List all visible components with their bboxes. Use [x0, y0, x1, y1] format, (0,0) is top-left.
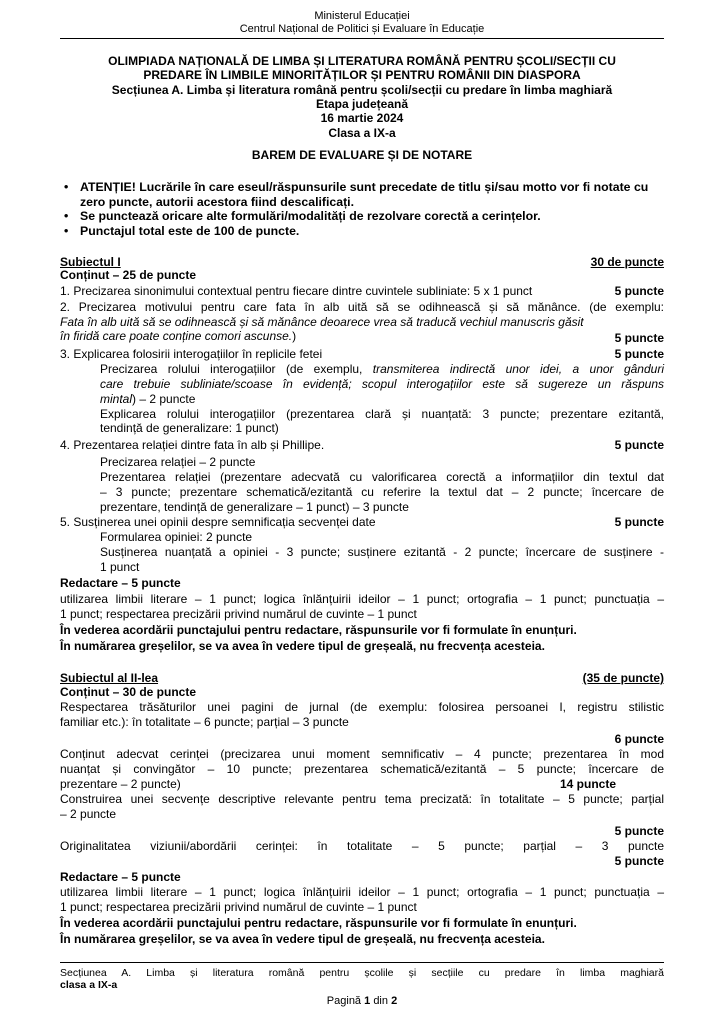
criterion-2-line2: nuanțat și convingător – 10 puncte; prezentarea schematică/ezitantă – 5 puncte; încercare de — [60, 762, 664, 776]
exam-date: 16 martie 2024 — [320, 111, 404, 125]
subject-1-content-heading: Conținut – 25 de puncte — [60, 268, 197, 282]
center-name: Centrul Național de Politici și Evaluare în Educație — [239, 23, 485, 35]
criterion-3-line2: – 2 puncte — [60, 807, 117, 821]
page-number: Pagină 1 din 2 — [326, 995, 398, 1007]
item-5: 5. Susținerea unei opinii despre semnificația secvenței date 5 puncte — [60, 515, 664, 529]
note-attention: • ATENȚIE! Lucrările în care eseul/răspunsurile sunt precedate de titlu și/sau motto vor fi notate cu zero puncte, autorii acestora fiind descalificați. — [64, 180, 649, 209]
olympiad-title-line1: OLIMPIADA NAȚIONALĂ DE LIMBA ȘI LITERATURA ROMÂNĂ PENTRU ȘCOLI/SECȚII CU — [108, 54, 616, 68]
subject-2-redactare-note1: În vederea acordării punctajului pentru redactare, răspunsurile vor fi formulate în enunțuri. — [60, 916, 577, 930]
item-3: 3. Explicarea folosirii interogațiilor în replicile fetei 5 puncte — [60, 347, 664, 361]
item-4-b-line2: – 3 puncte; prezentare schematică/ezitantă cu referire la textul dat – 2 puncte; încercare de — [100, 485, 664, 499]
criterion-1-line2: familiar etc.): în totalitate – 6 puncte; parțial – 3 puncte — [60, 715, 349, 729]
grade-title: Clasa a IX-a — [328, 126, 396, 140]
item-3-a-line1: Precizarea rolului interogațiilor (de exemplu, transmiterea indirectă unor idei, a unor gânduri — [100, 362, 664, 376]
subject-1-heading: Subiectul I 30 de puncte — [60, 255, 664, 269]
criterion-2-line1: Conținut adecvat cerinței (precizarea unui moment semnificativ – 4 puncte; prezentarea în mod — [60, 747, 664, 761]
subject-2-redactare-line2: 1 punct; respectarea precizării privind numărul de cuvinte – 1 punct — [60, 900, 417, 914]
item-5-b-line2: 1 punct — [100, 560, 140, 574]
note-total: • Punctajul total este de 100 de puncte. — [64, 224, 300, 238]
item-2-line1: 2. Precizarea motivului pentru care fata în alb uită să se odihnească și să mănânce. (de exemplu: — [60, 300, 664, 314]
ministry-name: Ministerul Educației — [314, 10, 410, 22]
item-4-b-line1: Prezentarea relației (prezentare adecvată cu valorificarea corectă a informațiilor din textul dat — [100, 470, 664, 484]
subject-1-redactare-line1: utilizarea limbii literare – 1 punct; logica înlănțuirii ideilor – 1 punct; ortografia – 1 punct; punctuația – — [60, 592, 664, 606]
criterion-3-line1: Construirea unei secvențe descriptive relevante pentru tema precizată: în totalitate – 5 puncte; parțial — [60, 792, 664, 806]
header-rule — [60, 38, 664, 39]
footer-rule — [60, 962, 664, 963]
subject-2-heading: Subiectul al II-lea (35 de puncte) — [60, 671, 664, 685]
item-4: 4. Prezentarea relației dintre fata în alb și Phillipe. 5 puncte — [60, 438, 664, 452]
item-3-a-line2: care trebuie subliniate/scoase în evidență; scopul interogațiilor este să sugereze un răspuns — [100, 377, 664, 391]
criterion-4: Originalitatea viziunii/abordării cerinței: în totalitate – 5 puncte; parțial – 3 puncte — [60, 839, 664, 853]
document-page: Ministerul Educației Centrul Național de Politici și Evaluare în Educație OLIMPIADA NAȚIONALĂ DE LIMBA ȘI LITERATURA ROMÂNĂ PENTRU ȘCOLI/SECȚII CU PREDARE ÎN LIMBILE MINORITĂȚILOR ȘI PENTRU ROMÂNII DIN DIASPORA Secțiunea A. Limba și literatura română pentru școli/secții cu predare în limba maghiară Etapa județeană 16 martie 2024 Clasa a IX-a BAREM DE EVALUARE ȘI DE NOTARE • ATENȚIE! Lucrările în care eseul/răspunsurile sunt precedate de titlu și/sau motto vor fi notate cu zero puncte, autorii acestora fiind descalificați. • Se punctează oricare alte formulări/modalități de rezolvare corectă a cerințelor. • Punctajul total este de 100 de puncte. Subiectul I 30 de puncte Conținut – 25 de puncte 1. Precizarea sinonimului contextual pentru fiecare dintre cuvintele subliniate: 5 x 1 punct 5 puncte 2. Precizarea motivului pentru care fata în alb uită să se odihnească și să mănânce. (de exemplu: Fata în alb uită să se odihnească și să mănânce deoarece vrea să traducă vechiul manuscris găsit în firidă care poate conține comori ascunse.) 5 puncte 3. Explicarea folosirii interogațiilor în replicile fetei 5 puncte Precizarea rolului interogațiilor (de exemplu, transmiterea indirectă unor idei, a unor gânduri care trebuie subliniate/scoase în evidență; scopul interogațiilor este să sugereze un răspuns mintal) – 2 puncte Explicarea rolului interogațiilor (prezentarea clară și nuanțată: 3 puncte; prezentare ezitantă, tendință de generalizare: 1 punct) 4. Prezentarea relației dintre fata în alb și Phillipe. 5 puncte Precizarea relației – 2 puncte Prezentarea relației (prezentare adecvată cu valorificarea corectă a informațiilor din textul dat – 3 puncte; prezentare schematică/ezitantă cu referire la textul dat – 2 puncte; încercare de prezentare, tendință de generalizare – 1 punct) – 3 puncte 5. Susținerea unei opinii despre semnificația secvenței date 5 puncte Formularea opiniei: 2 puncte Susținerea nuanțată a opiniei - 3 puncte; susținere ezitantă - 2 puncte; încercare de susținere - 1 punct Redactare – 5 puncte utilizarea limbii literare – 1 punct; logica înlănțuirii ideilor – 1 punct; ortografia – 1 punct; punctuația – 1 punct; respectarea precizării privind numărul de cuvinte – 1 punct În vederea acordării punctajului pentru redactare, răspunsurile vor fi formulate în enunțuri. În numărarea greșelilor, se va avea în vedere tipul de greșeală, nu frecvența acesteia. Subiectul al II-lea (35 de puncte) Conținut – 30 de puncte Respectarea trăsăturilor unei pagini de jurnal (de exemplu: folosirea persoanei I, registru stilistic familiar etc.): în totalitate – 6 puncte; parțial – 3 puncte 6 puncte Conținut adecvat cerinței (precizarea unui moment semnificativ – 4 puncte; prezentarea în mod nuanțat și convingător – 10 puncte; prezentarea schematică/ezitantă – 5 puncte; încercare de prezentare – 2 puncte) 14 puncte Construirea unei secvențe descriptive relevante pentru tema precizată: în totalitate – 5 puncte; parțial – 2 puncte 5 puncte Originalitatea viziunii/abordării cerinței: în totalitate – 5 puncte; parțial – 3 puncte 5 puncte Redactare – 5 puncte utilizarea limbii literare – 1 punct; logica înlănțuirii ideilor – 1 punct; ortografia – 1 punct; punctuația – 1 punct; respectarea precizării privind numărul de cuvinte – 1 punct În vederea acordării punctajului pentru redactare, răspunsurile vor fi formulate în enunțuri. În numărarea greșelilor, se va avea în vedere tipul de greșeală, nu frecvența acesteia. Secțiunea A. Limba și literatura română pentru școlile și secțiile cu predare în limba maghiară clasa a IX-a Pagină 1 din 2 — [60, 10, 664, 1007]
section-title: Secțiunea A. Limba și literatura română pentru școli/secții cu predare în limba maghiară — [111, 83, 613, 97]
stage-title: Etapa județeană — [315, 97, 409, 111]
item-2-line2: Fata în alb uită să se odihnească și să mănânce deoarece vrea să traducă vechiul manuscris găsit — [60, 315, 584, 329]
item-3-a-line3: mintal) – 2 puncte — [100, 392, 196, 406]
item-3-b-line2: tendință de generalizare: 1 punct) — [100, 421, 279, 435]
item-3-b-line1: Explicarea rolului interogațiilor (prezentarea clară și nuanțată: 3 puncte; prezentare ezitantă, — [100, 407, 664, 421]
item-4-a: Precizarea relației – 2 puncte — [100, 455, 256, 469]
olympiad-title-line2: PREDARE ÎN LIMBILE MINORITĂȚILOR ȘI PENTRU ROMÂNII DIN DIASPORA — [143, 68, 581, 82]
footer-section: Secțiunea A. Limba și literatura română pentru școlile și secțiile cu predare în limba maghiară — [60, 967, 664, 979]
barem-title: BAREM DE EVALUARE ȘI DE NOTARE — [251, 148, 473, 162]
item-1: 1. Precizarea sinonimului contextual pentru fiecare dintre cuvintele subliniate: 5 x 1 punct 5 puncte — [60, 284, 664, 298]
item-5-b-line1: Susținerea nuanțată a opiniei - 3 puncte; susținere ezitantă - 2 puncte; încercare de susținere - — [100, 545, 664, 559]
footer-grade: clasa a IX-a — [60, 979, 118, 991]
subject-2-redactare-line1: utilizarea limbii literare – 1 punct; logica înlănțuirii ideilor – 1 punct; ortografia – 1 punct; punctuația – — [60, 885, 664, 899]
criterion-2-line3: prezentare – 2 puncte) 14 puncte — [60, 777, 616, 791]
subject-1-redactare-heading: Redactare – 5 puncte — [60, 576, 181, 590]
subject-1-redactare-line2: 1 punct; respectarea precizării privind numărul de cuvinte – 1 punct — [60, 607, 417, 621]
subject-1-redactare-note1: În vederea acordării punctajului pentru redactare, răspunsurile vor fi formulate în enunțuri. — [60, 623, 577, 637]
item-2-line3: în firidă care poate conține comori ascunse.) — [60, 329, 297, 343]
subject-2-redactare-heading: Redactare – 5 puncte — [60, 870, 181, 884]
item-4-b-line3: prezentare, tendință de generalizare – 1 punct) – 3 puncte — [100, 500, 409, 514]
subject-2-redactare-note2: În numărarea greșelilor, se va avea în vedere tipul de greșeală, nu frecvența acesteia. — [60, 932, 545, 946]
subject-2-content-heading: Conținut – 30 de puncte — [60, 685, 197, 699]
criterion-1-line1: Respectarea trăsăturilor unei pagini de jurnal (de exemplu: folosirea persoanei I, registru stilistic — [60, 700, 664, 714]
item-5-a: Formularea opiniei: 2 puncte — [100, 530, 253, 544]
subject-1-redactare-note2: În numărarea greșelilor, se va avea în vedere tipul de greșeală, nu frecvența acesteia. — [60, 639, 545, 653]
note-alternatives: • Se punctează oricare alte formulări/modalități de rezolvare corectă a cerințelor. — [64, 209, 541, 223]
